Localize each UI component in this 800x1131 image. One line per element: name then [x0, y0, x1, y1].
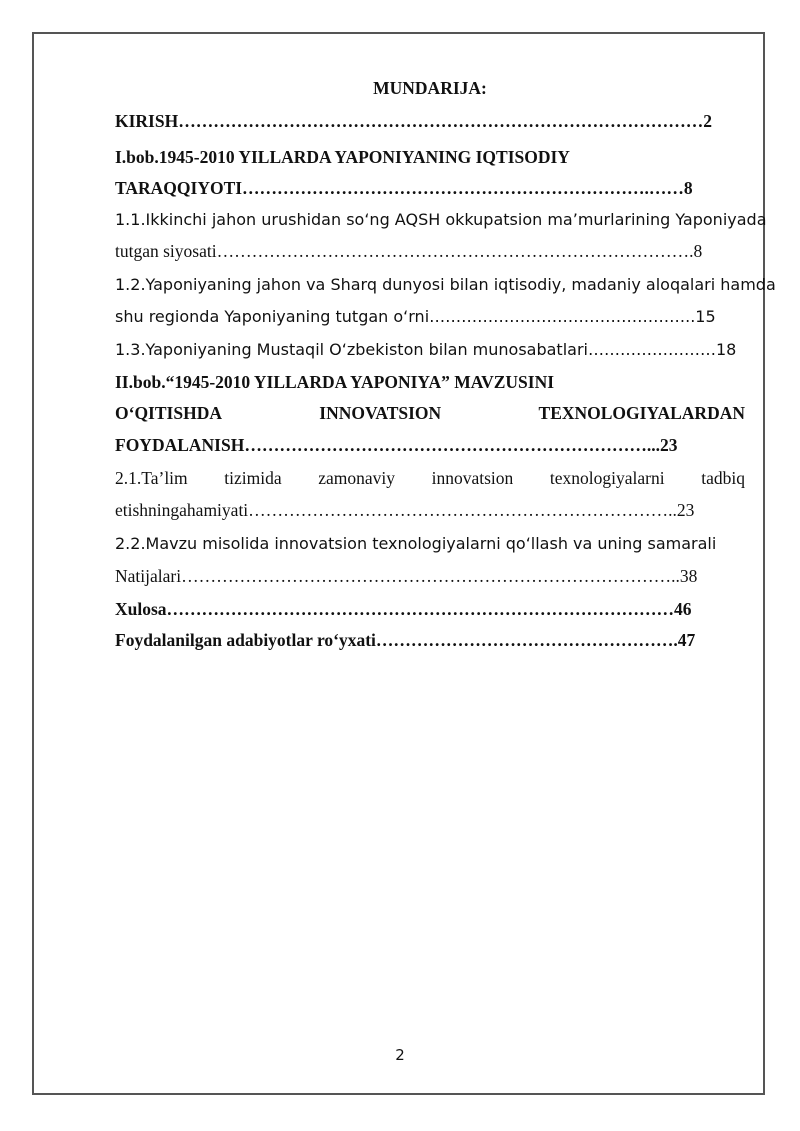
- toc-entry-section-1-1-cont: tutgan siyosati……………………………………………………………………….8: [115, 241, 703, 261]
- toc-entry-section-2-1: [115, 467, 745, 489]
- toc-word: tizimida: [224, 468, 282, 488]
- toc-entry-kirish: KIRISH………………………………………………………………………………2: [115, 111, 712, 131]
- toc-entry-chapter1-title-cont: TARAQQIYOTI…………………………………………………………….……8: [115, 178, 693, 198]
- toc-entry-section-2-2: 2.2.Mavzu misolida innovatsion texnologiyalarni qo‘llash va uning samarali: [115, 534, 717, 553]
- toc-entry-chapter1-title: I.bob.1945-2010 YILLARDA YAPONIYANING IQTISODIY: [115, 147, 570, 167]
- toc-entry-chapter2-title-end: FOYDALANISH……………………………………………………………...23: [115, 435, 678, 455]
- toc-word: tadbiq: [701, 468, 745, 488]
- toc-entry-xulosa: Xulosa……………………………………………………………………………46: [115, 599, 692, 619]
- toc-entry-section-2-2-cont: Natijalari…………………………………………………………………………..38: [115, 566, 698, 586]
- toc-word: 2.1.Ta’lim: [115, 468, 188, 488]
- toc-entry-section-2-1-cont: etishningahamiyati………………………………………………………………..23: [115, 500, 695, 520]
- toc-word: texnologiyalarni: [549, 468, 665, 488]
- toc-entry-chapter2-title-cont: [115, 402, 745, 424]
- toc-entry-section-1-2: 1.2.Yaponiyaning jahon va Sharq dunyosi bilan iqtisodiy, madaniy aloqalari hamda: [115, 275, 776, 294]
- toc-entry-section-1-1: 1.1.Ikkinchi jahon urushidan so‘ng AQSH okkupatsion ma’murlarining Yaponiyada: [115, 210, 767, 229]
- toc-word: INNOVATSION: [319, 403, 442, 423]
- toc-entry-chapter2-title: II.bob.“1945-2010 YILLARDA YAPONIYA” MAVZUSINI: [115, 372, 555, 392]
- toc-word: innovatsion: [431, 468, 514, 488]
- toc-entry-section-1-3: 1.3.Yaponiyaning Mustaqil O‘zbekiston bilan munosabatlari……………………18: [115, 340, 737, 359]
- page-number: 2: [395, 1046, 405, 1064]
- toc-heading: MUNDARIJA:: [373, 78, 487, 98]
- toc-word: O‘QITISHDA: [115, 403, 222, 423]
- toc-word: TEXNOLOGIYALARDAN: [538, 403, 745, 423]
- toc-entry-bibliography: Foydalanilgan adabiyotlar ro‘yxati…………………………………………….47: [115, 630, 696, 650]
- toc-entry-section-1-2-cont: shu regionda Yaponiyaning tutgan o‘rni…………………………………………..15: [115, 307, 716, 326]
- toc-word: zamonaviy: [318, 468, 396, 488]
